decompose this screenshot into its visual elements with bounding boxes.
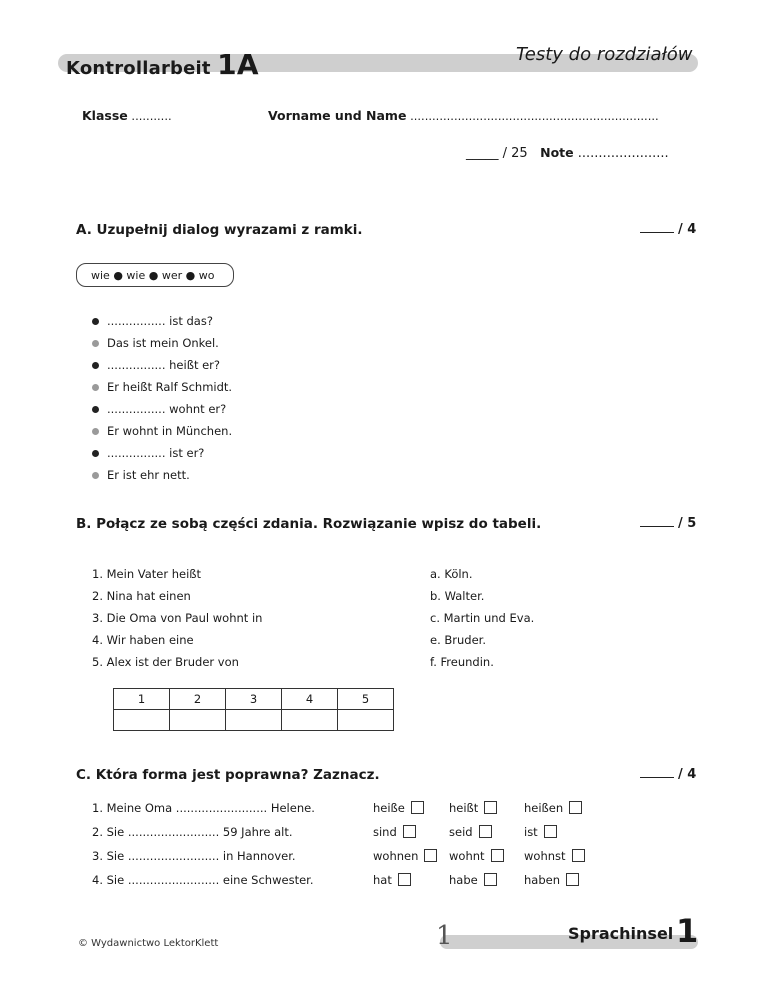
name-dots: .................................................................... xyxy=(410,109,659,123)
section-a-title: A. Uzupełnij dialog wyrazami z ramki. xyxy=(76,222,363,238)
score-blank xyxy=(640,767,674,778)
dialog-line: ................ ist das? xyxy=(92,314,213,328)
section-b-title: B. Połącz ze sobą części zdania. Rozwiązanie wpisz do tabeli. xyxy=(76,516,542,532)
header-subtitle: Testy do rozdziałów xyxy=(516,44,693,65)
match-left-item: 4. Wir haben eine xyxy=(92,633,194,647)
checkbox-icon[interactable] xyxy=(544,825,557,838)
answer-table-header xyxy=(114,689,394,710)
match-right-item: c. Martin und Eva. xyxy=(430,611,535,625)
bullet-light-icon xyxy=(92,384,99,391)
option-checkbox[interactable]: ist xyxy=(524,825,557,839)
dialog-line: ................ ist er? xyxy=(92,446,204,460)
option-checkbox[interactable]: heißt xyxy=(449,801,497,815)
word-box: wie ● wie ● wer ● wo xyxy=(76,263,234,287)
option-checkbox[interactable]: haben xyxy=(524,873,579,887)
match-left-item: 3. Die Oma von Paul wohnt in xyxy=(92,611,263,625)
match-left-item: 1. Mein Vater heißt xyxy=(92,567,202,581)
section-b-max: / 5 xyxy=(678,516,697,531)
checkbox-icon[interactable] xyxy=(424,849,437,862)
answer-table-row xyxy=(114,710,394,731)
choice-sentence: 1. Meine Oma ......................... Helene. xyxy=(92,801,315,815)
option-checkbox[interactable]: heiße xyxy=(373,801,424,815)
section-c-max: / 4 xyxy=(678,767,697,782)
choice-sentence: 3. Sie ......................... in Hannover. xyxy=(92,849,296,863)
match-right-item: e. Bruder. xyxy=(430,633,486,647)
match-right-item: b. Walter. xyxy=(430,589,485,603)
answer-header-cell: 3 xyxy=(226,689,282,710)
answer-cell[interactable] xyxy=(170,710,226,731)
choice-sentence: 4. Sie ......................... eine Schwester. xyxy=(92,873,314,887)
option-checkbox[interactable]: sind xyxy=(373,825,416,839)
dialog-line: ................ wohnt er? xyxy=(92,402,226,416)
checkbox-icon[interactable] xyxy=(484,801,497,814)
dialog-line: Er heißt Ralf Schmidt. xyxy=(92,380,232,394)
section-b-score xyxy=(640,516,696,531)
bullet-dark-icon xyxy=(92,406,99,413)
bullet-light-icon xyxy=(92,428,99,435)
page-title xyxy=(66,48,259,81)
total-score-field xyxy=(466,145,669,161)
title-text: Kontrollarbeit xyxy=(66,58,211,79)
score-blank xyxy=(640,516,674,527)
checkbox-icon[interactable] xyxy=(411,801,424,814)
bullet-dark-icon xyxy=(92,318,99,325)
total-score-blank: _____ xyxy=(466,146,499,161)
dialog-line: Das ist mein Onkel. xyxy=(92,336,219,350)
name-field xyxy=(268,108,659,123)
score-blank xyxy=(640,222,674,233)
option-checkbox[interactable]: heißen xyxy=(524,801,582,815)
brand-number: 1 xyxy=(676,912,699,950)
answer-header-cell: 4 xyxy=(282,689,338,710)
answer-header-cell: 2 xyxy=(170,689,226,710)
answer-cell[interactable] xyxy=(226,710,282,731)
answer-cell[interactable] xyxy=(338,710,394,731)
title-number: 1A xyxy=(217,48,259,81)
note-label: Note xyxy=(540,145,574,160)
choice-sentence: 2. Sie ......................... 59 Jahre alt. xyxy=(92,825,293,839)
klasse-dots: ........... xyxy=(131,109,172,123)
copyright: © Wydawnictwo LektorKlett xyxy=(78,938,219,949)
note-dots: ...................... xyxy=(577,146,669,161)
dialog-line: Er wohnt in München. xyxy=(92,424,232,438)
option-checkbox[interactable]: habe xyxy=(449,873,497,887)
option-checkbox[interactable]: wohnst xyxy=(524,849,585,863)
bullet-light-icon xyxy=(92,340,99,347)
answer-header-cell: 5 xyxy=(338,689,394,710)
dialog-line: Er ist ehr nett. xyxy=(92,468,190,482)
answer-header-cell: 1 xyxy=(114,689,170,710)
name-label: Vorname und Name xyxy=(268,108,407,123)
checkbox-icon[interactable] xyxy=(491,849,504,862)
bullet-dark-icon xyxy=(92,362,99,369)
match-right-item: f. Freundin. xyxy=(430,655,494,669)
option-checkbox[interactable]: wohnt xyxy=(449,849,504,863)
checkbox-icon[interactable] xyxy=(403,825,416,838)
brand-name: Sprachinsel xyxy=(568,924,674,943)
bullet-dark-icon xyxy=(92,450,99,457)
match-left-item: 5. Alex ist der Bruder von xyxy=(92,655,239,669)
checkbox-icon[interactable] xyxy=(569,801,582,814)
bullet-light-icon xyxy=(92,472,99,479)
match-left-item: 2. Nina hat einen xyxy=(92,589,191,603)
klasse-label: Klasse xyxy=(82,108,128,123)
option-checkbox[interactable]: wohnen xyxy=(373,849,437,863)
checkbox-icon[interactable] xyxy=(484,873,497,886)
option-checkbox[interactable]: seid xyxy=(449,825,492,839)
section-a-score xyxy=(640,222,696,237)
section-a-max: / 4 xyxy=(678,222,697,237)
match-right-item: a. Köln. xyxy=(430,567,473,581)
page-number: 1 xyxy=(436,921,453,951)
section-c-title: C. Która forma jest poprawna? Zaznacz. xyxy=(76,767,380,783)
checkbox-icon[interactable] xyxy=(398,873,411,886)
checkbox-icon[interactable] xyxy=(572,849,585,862)
klasse-field xyxy=(82,108,172,123)
answer-cell[interactable] xyxy=(282,710,338,731)
checkbox-icon[interactable] xyxy=(566,873,579,886)
answer-table xyxy=(113,688,394,731)
option-checkbox[interactable]: hat xyxy=(373,873,411,887)
total-score-max: / 25 xyxy=(502,146,528,161)
answer-cell[interactable] xyxy=(114,710,170,731)
dialog-line: ................ heißt er? xyxy=(92,358,220,372)
section-c-score xyxy=(640,767,696,782)
checkbox-icon[interactable] xyxy=(479,825,492,838)
